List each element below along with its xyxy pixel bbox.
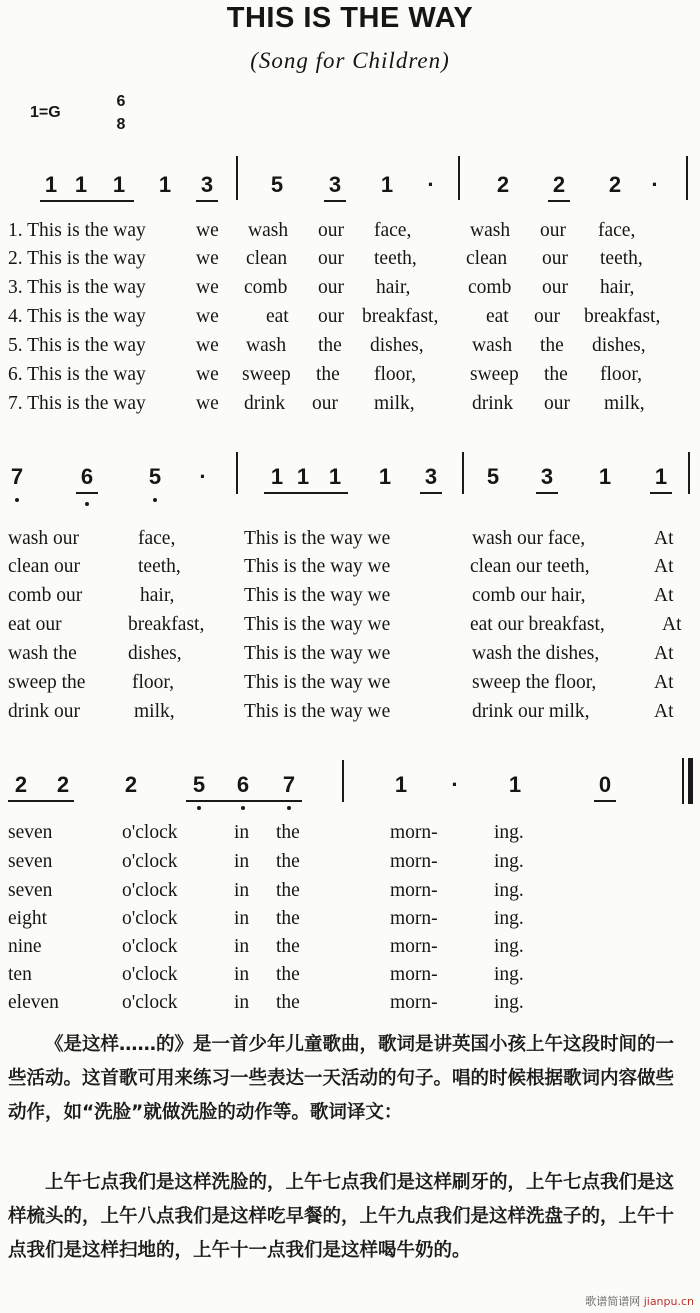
lyric-word: hair,: [140, 585, 175, 606]
note: 3: [328, 172, 342, 197]
lyric-word: wash the: [8, 643, 77, 664]
note: 1: [654, 464, 668, 489]
lyric-word: 7. This is the way: [8, 393, 146, 414]
lyric-word: the: [316, 364, 340, 385]
lyric-word: comb: [468, 277, 512, 298]
note: 5: [270, 172, 284, 197]
bar-line: [236, 156, 238, 200]
lyric-word: comb our: [8, 585, 83, 606]
note: 6: [236, 772, 250, 797]
note: 1: [112, 172, 126, 197]
lyric-word: drink: [472, 393, 514, 414]
note: 1: [378, 464, 392, 489]
lyrics-block-3: [0, 818, 700, 1023]
lyric-word: ing.: [494, 992, 524, 1013]
lyric-word: clean: [466, 248, 508, 269]
dot-extension: ·: [651, 172, 659, 197]
lyric-line: [0, 697, 700, 726]
lyric-word: our: [540, 220, 566, 241]
watermark-site: jianpu.cn: [643, 1295, 694, 1308]
lyric-word: wash: [470, 220, 511, 241]
lyric-word: our: [312, 393, 338, 414]
lyric-line: [0, 932, 700, 961]
lyric-word: in: [234, 822, 250, 843]
note: 6: [80, 464, 94, 489]
lyric-word: the: [276, 964, 300, 985]
lyric-word: the: [318, 335, 342, 356]
lyric-word: sweep: [470, 364, 519, 385]
note: 2: [608, 172, 622, 197]
beam: [594, 800, 616, 802]
lyric-word: o'clock: [122, 822, 178, 843]
lyric-word: in: [234, 851, 250, 872]
staff-1: [0, 150, 700, 210]
note: 3: [540, 464, 554, 489]
lyric-word: wash: [248, 220, 289, 241]
lyric-word: seven: [8, 851, 53, 872]
lyric-line: [0, 360, 700, 389]
lyric-word: o'clock: [122, 880, 178, 901]
lyric-word: morn-: [390, 822, 438, 843]
lyric-word: clean our teeth,: [470, 556, 590, 577]
lyric-word: At: [654, 643, 674, 664]
song-subtitle: (Song for Children): [250, 48, 450, 73]
lyric-word: nine: [8, 936, 42, 957]
translation-paragraph: [8, 1166, 692, 1268]
note: 1: [74, 172, 88, 197]
lyric-word: the: [276, 908, 300, 929]
lyric-word: 3. This is the way: [8, 277, 146, 298]
lyric-word: our: [318, 277, 344, 298]
lyric-word: eat: [486, 306, 509, 327]
lyric-word: milk,: [604, 393, 645, 414]
watermark-text: 歌谱简谱网: [585, 1295, 641, 1308]
lyric-word: the: [276, 880, 300, 901]
lower-octave-dot: [85, 502, 89, 506]
beam: [264, 492, 348, 494]
site-watermark: [585, 1293, 694, 1309]
lyric-word: seven: [8, 880, 53, 901]
beam: [548, 200, 570, 202]
lyric-word: o'clock: [122, 851, 178, 872]
lyric-word: At: [654, 672, 674, 693]
lyric-line: [0, 988, 700, 1017]
lyric-word: seven: [8, 822, 53, 843]
note: 1: [328, 464, 342, 489]
lyric-line: [0, 302, 700, 331]
lyric-word: This is the way we: [244, 672, 391, 693]
lyric-word: morn-: [390, 936, 438, 957]
lyric-word: wash our: [8, 528, 79, 549]
lyric-word: At: [654, 585, 674, 606]
lyric-word: the: [276, 936, 300, 957]
lyric-word: our: [318, 248, 344, 269]
lyric-word: dishes,: [128, 643, 182, 664]
lyric-word: clean our: [8, 556, 81, 577]
final-bar-thick: [688, 758, 693, 804]
lyric-word: drink: [244, 393, 286, 414]
lyric-word: the: [276, 851, 300, 872]
note: 2: [56, 772, 70, 797]
lyric-word: morn-: [390, 908, 438, 929]
lyric-word: wash: [472, 335, 513, 356]
lyric-word: our: [318, 220, 344, 241]
lyric-word: morn-: [390, 992, 438, 1013]
lyric-word: This is the way we: [244, 528, 391, 549]
lyric-word: dishes,: [370, 335, 424, 356]
bar-line: [462, 452, 464, 494]
description-paragraph: [8, 1028, 692, 1130]
lyric-word: This is the way we: [244, 614, 391, 635]
lyric-word: sweep: [242, 364, 291, 385]
lyric-line: [0, 524, 700, 553]
lyric-word: This is the way we: [244, 643, 391, 664]
lyric-word: we: [196, 220, 219, 241]
lyric-line: [0, 668, 700, 697]
staff-2: [0, 452, 700, 516]
bar-line: [236, 452, 238, 494]
lyric-word: breakfast,: [128, 614, 205, 635]
lyric-line: [0, 331, 700, 360]
lyric-word: ing.: [494, 851, 524, 872]
lyric-word: the: [544, 364, 568, 385]
lyric-word: ten: [8, 964, 32, 985]
lyric-word: ing.: [494, 964, 524, 985]
note: 1: [270, 464, 284, 489]
lyric-word: At: [662, 614, 682, 635]
lyric-word: morn-: [390, 851, 438, 872]
lyric-word: we: [196, 248, 219, 269]
lyric-word: milk,: [134, 701, 175, 722]
lyric-word: eight: [8, 908, 47, 929]
bar-line: [686, 156, 688, 200]
beam: [650, 492, 672, 494]
lower-octave-dot: [197, 806, 201, 810]
lyric-word: the: [540, 335, 564, 356]
bar-line: [342, 760, 344, 802]
translation-text: 上午七点我们是这样洗脸的，上午七点我们是这样刷牙的，上午七点我们是这样梳头的，上午八点我们是这样吃早餐的，上午九点我们是这样洗盘子的，上午十点我们是这样扫地的，上午十一点我们是这样喝牛奶的。: [8, 1172, 675, 1261]
lyric-line: [0, 581, 700, 610]
lyric-word: o'clock: [122, 936, 178, 957]
lyric-word: At: [654, 701, 674, 722]
lyric-line: [0, 818, 700, 847]
lyric-line: [0, 216, 700, 245]
lyric-line: [0, 552, 700, 581]
rest: 0: [598, 772, 612, 797]
note: 5: [192, 772, 206, 797]
beam: [420, 492, 442, 494]
lyric-word: in: [234, 936, 250, 957]
note: 7: [282, 772, 296, 797]
lyric-word: breakfast,: [362, 306, 439, 327]
lyric-word: wash the dishes,: [472, 643, 600, 664]
lyric-word: wash: [246, 335, 287, 356]
lyric-word: ing.: [494, 822, 524, 843]
lyric-word: floor,: [600, 364, 642, 385]
lyric-word: the: [276, 992, 300, 1013]
lyric-word: drink our milk,: [472, 701, 590, 722]
lower-octave-dot: [241, 806, 245, 810]
lyric-word: o'clock: [122, 908, 178, 929]
lyric-word: o'clock: [122, 964, 178, 985]
lyric-word: teeth,: [374, 248, 417, 269]
note: 2: [496, 172, 510, 197]
note: 3: [424, 464, 438, 489]
lyric-word: face,: [138, 528, 176, 549]
lyric-word: eat our: [8, 614, 62, 635]
beam: [40, 200, 134, 202]
lyric-line: [0, 847, 700, 876]
dot-extension: ·: [427, 172, 435, 197]
lyric-word: we: [196, 277, 219, 298]
lyrics-block-1: [0, 216, 700, 421]
lyric-word: At: [654, 528, 674, 549]
lyric-word: our: [542, 277, 568, 298]
lyric-word: ing.: [494, 908, 524, 929]
lyric-line: [0, 389, 700, 418]
lower-octave-dot: [153, 498, 157, 502]
note: 1: [394, 772, 408, 797]
beam: [8, 800, 74, 802]
note: 1: [508, 772, 522, 797]
note: 3: [200, 172, 214, 197]
lyric-word: hair,: [600, 277, 635, 298]
lyric-word: face,: [598, 220, 636, 241]
note: 2: [552, 172, 566, 197]
staff-3: [0, 750, 700, 814]
lyric-word: morn-: [390, 964, 438, 985]
lyric-word: eleven: [8, 992, 59, 1013]
lyric-word: 5. This is the way: [8, 335, 146, 356]
lyric-word: face,: [374, 220, 412, 241]
final-bar-thin: [682, 758, 684, 804]
bar-line: [688, 452, 690, 494]
note: 2: [124, 772, 138, 797]
lyric-word: our: [542, 248, 568, 269]
lyric-word: ing.: [494, 936, 524, 957]
bar-line: [458, 156, 460, 200]
time-signature: [112, 90, 130, 136]
lyric-word: dishes,: [592, 335, 646, 356]
lyric-word: morn-: [390, 880, 438, 901]
dot-extension: ·: [199, 464, 207, 489]
lyric-word: o'clock: [122, 992, 178, 1013]
note: 1: [380, 172, 394, 197]
lyric-word: This is the way we: [244, 556, 391, 577]
lyric-word: in: [234, 880, 250, 901]
lyric-word: At: [654, 556, 674, 577]
beam: [324, 200, 346, 202]
time-signature-top: 6: [116, 93, 126, 110]
beam: [196, 200, 218, 202]
song-title: THIS IS THE WAY: [226, 2, 474, 34]
note: 5: [148, 464, 162, 489]
description-text: 《是这样……的》是一首少年儿童歌曲，歌词是讲英国小孩上午这段时间的一些活动。这首歌可用来练习一些表达一天活动的句子。唱的时候根据歌词内容做些动作，如“洗脸”就做洗脸的动作等。歌词译文：: [8, 1034, 675, 1123]
beam: [186, 800, 302, 802]
lyric-line: [0, 639, 700, 668]
beam: [76, 492, 98, 494]
beam: [536, 492, 558, 494]
lyric-word: 2. This is the way: [8, 248, 146, 269]
note: 1: [158, 172, 172, 197]
lyric-word: our: [534, 306, 560, 327]
lyrics-block-2: [0, 524, 700, 729]
lyric-word: teeth,: [138, 556, 181, 577]
lyric-word: teeth,: [600, 248, 643, 269]
key-signature: 1=G: [30, 104, 61, 121]
lyric-word: milk,: [374, 393, 415, 414]
lyric-word: we: [196, 335, 219, 356]
lyric-word: the: [276, 822, 300, 843]
lyric-word: we: [196, 393, 219, 414]
lyric-word: comb: [244, 277, 288, 298]
lyric-word: This is the way we: [244, 701, 391, 722]
time-signature-bottom: 8: [116, 116, 126, 133]
note: 5: [486, 464, 500, 489]
lyric-word: 1. This is the way: [8, 220, 146, 241]
lyric-word: our: [318, 306, 344, 327]
note: 7: [10, 464, 24, 489]
lyric-word: 6. This is the way: [8, 364, 146, 385]
lyric-word: sweep the floor,: [472, 672, 597, 693]
lyric-line: [0, 904, 700, 933]
lyric-word: floor,: [374, 364, 416, 385]
lower-octave-dot: [287, 806, 291, 810]
note: 1: [44, 172, 58, 197]
lyric-word: in: [234, 964, 250, 985]
lyric-word: we: [196, 364, 219, 385]
lyric-word: wash our face,: [472, 528, 586, 549]
lyric-word: floor,: [132, 672, 174, 693]
lyric-word: ing.: [494, 880, 524, 901]
lyric-word: 4. This is the way: [8, 306, 146, 327]
lyric-word: hair,: [376, 277, 411, 298]
lyric-line: [0, 610, 700, 639]
lyric-line: [0, 876, 700, 905]
note: 1: [598, 464, 612, 489]
note: 1: [296, 464, 310, 489]
lyric-word: in: [234, 992, 250, 1013]
lyric-line: [0, 273, 700, 302]
lyric-word: in: [234, 908, 250, 929]
lyric-word: eat: [266, 306, 289, 327]
lyric-word: sweep the: [8, 672, 86, 693]
note: 2: [14, 772, 28, 797]
lyric-word: clean: [246, 248, 288, 269]
dot-extension: ·: [451, 772, 459, 797]
lyric-word: breakfast,: [584, 306, 661, 327]
lower-octave-dot: [15, 498, 19, 502]
lyric-word: we: [196, 306, 219, 327]
lyric-word: drink our: [8, 701, 81, 722]
lyric-word: our: [544, 393, 570, 414]
lyric-line: [0, 244, 700, 273]
lyric-word: eat our breakfast,: [470, 614, 605, 635]
lyric-line: [0, 960, 700, 989]
lyric-word: This is the way we: [244, 585, 391, 606]
lyric-word: comb our hair,: [472, 585, 586, 606]
